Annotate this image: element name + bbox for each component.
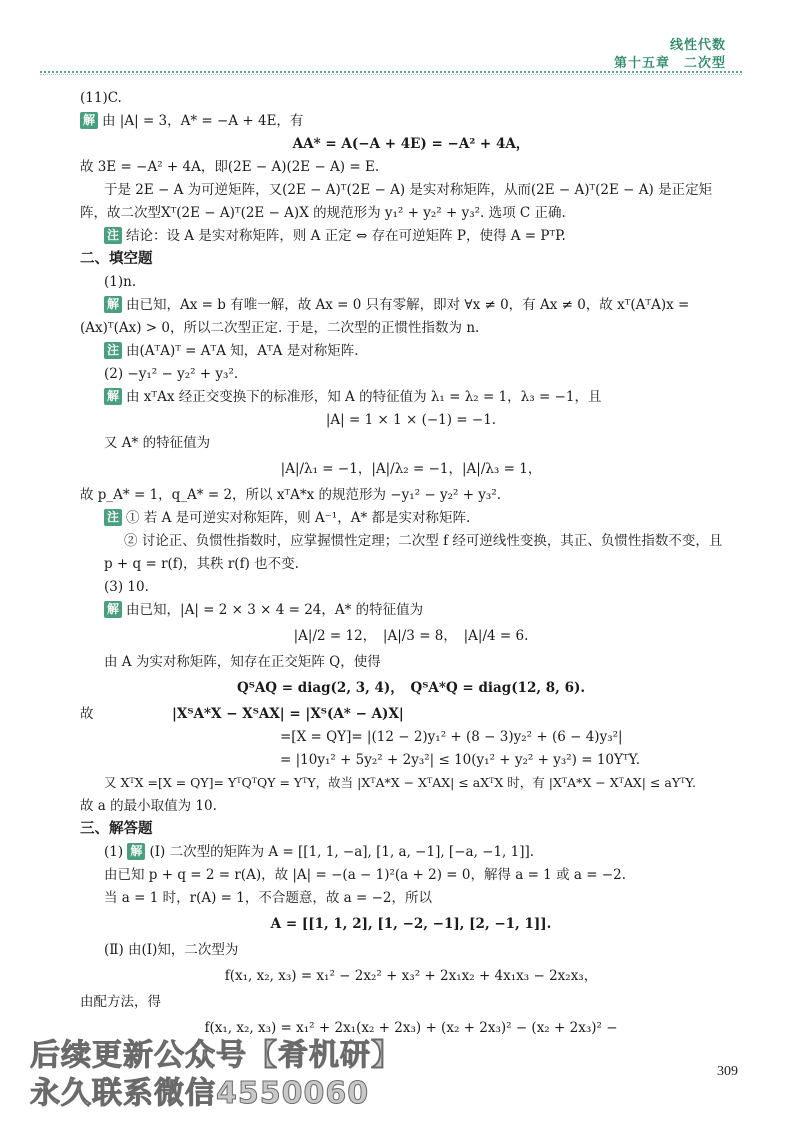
equation: f(x₁, x₂, x₃) = x₁² − 2x₂² + x₃² + 2x₁x₂ + 4x₁x₃ − 2x₂x₃， [224,968,598,984]
paragraph: 故 3E = −A² + 4A，即(2E − A)(2E − A) = E. [80,159,380,175]
note-text: p + q = r(f)，其秩 r(f) 也不变. [104,556,299,572]
paragraph: (Ⅱ) 由(Ⅰ)知，二次型为 [104,942,239,958]
paragraph: (Ax)ᵀ(Ax) > 0，所以二次型正定. 于是，二次型的正惯性指数为 n. [80,320,480,336]
note-text: 由(AᵀA)ᵀ = AᵀA 知，AᵀA 是对称矩阵. [126,343,359,359]
section-heading-fill-in: 二、填空题 [80,251,153,267]
header-divider-secondary [40,74,742,75]
page-number: 309 [717,1064,738,1079]
solution-tag: 解 [104,601,122,618]
solution-tag: 解 [104,388,122,405]
note-text: 结论：设 A 是实对称矩阵，则 A 正定 ⇔ 存在可逆矩阵 P，使得 A = PᵀP. [126,228,566,244]
paragraph: 阵，故二次型Xᵀ(2E − A)ᵀ(2E − A)X 的规范形为 y₁² + y₂² + y₃². 选项 C 正确. [80,205,566,221]
item-label: (3) 10. [104,579,149,595]
item-label: (1)n. [104,274,137,290]
header-divider [40,71,742,73]
watermark-line-2: 永久联系微信4550060 [30,1076,370,1111]
note-text: ② 讨论正、负惯性指数时，应掌握惯性定理；二次型 f 经可逆线性变换，其正、负惯性指数不变，且 [124,533,723,549]
item-label: (11)C. [80,90,122,106]
note-text: ① 若 A 是可逆实对称矩阵，则 A⁻¹，A* 都是实对称矩阵. [126,510,471,526]
item-label: (1) [104,844,124,860]
paragraph: 由 A 为实对称矩阵，知存在正交矩阵 Q，使得 [104,654,381,670]
solution-tag: 解 [80,112,98,129]
chapter-title: 第十五章 二次型 [613,55,726,70]
equation: AA* = A(−A + 4E) = −A² + 4A， [292,136,530,152]
equation: A = [[1, 1, 2], [1, −2, −1], [2, −1, 1]]. [270,916,552,932]
paragraph: 又 XᵀX =[X = QY]= YᵀQᵀQY = YᵀY，故当 |XᵀA*X − XᵀAX| ≤ aXᵀX 时，有 |XᵀA*X − XᵀAX| ≤ aYᵀY. [104,775,696,790]
equation: f(x₁, x₂, x₃) = x₁² + 2x₁(x₂ + 2x₃) + (x₂ + 2x₃)² − (x₂ + 2x₃)² − [204,1020,618,1036]
paragraph: 又 A* 的特征值为 [104,435,211,451]
equation: |A|/2 = 12， |A|/3 = 8， |A|/4 = 6. [293,628,529,644]
equation: = |10y₁² + 5y₂² + 2y₃²| ≤ 10(y₁² + y₂² + y₃²) = 10YᵀY. [280,752,641,768]
solution-text: 由 xᵀAx 经正交变换下的标准形，知 A 的特征值为 λ₁ = λ₂ = 1，λ₃ = −1，且 [126,389,602,405]
solution-text: 由已知，|A| = 2 × 3 × 4 = 24，A* 的特征值为 [126,602,424,618]
solution-text: 由已知，Ax = b 有唯一解，故 Ax = 0 只有零解，即对 ∀x ≠ 0，有 Ax ≠ 0，故 xᵀ(AᵀA)x = [126,297,690,313]
item-label: (2) −y₁² − y₂² + y₃². [104,366,239,382]
paragraph: 于是 2E − A 为可逆矩阵，又(2E − A)ᵀ(2E − A) 是实对称矩阵，从而(2E − A)ᵀ(2E − A) 是正定矩 [104,182,713,198]
note-tag: 注 [104,227,122,244]
paragraph: 故 p_A* = 1，q_A* = 2，所以 xᵀA*x 的规范形为 −y₁² − y₂² + y₃². [80,487,502,503]
page-body [80,88,742,1044]
equation: |XᵀA*X − XᵀAX| = |Xᵀ(A* − A)X| [172,706,404,722]
equation: |A| = 1 × 1 × (−1) = −1. [325,412,497,428]
note-tag: 注 [104,342,122,359]
solution-tag: 解 [104,296,122,313]
note-tag: 注 [104,509,122,526]
paragraph: 由已知 p + q = 2 = r(A)，故 |A| = −(a − 1)²(a + 2) = 0，解得 a = 1 或 a = −2. [104,867,626,883]
equation: QᵀAQ = diag(2, 3, 4)， QᵀA*Q = diag(12, 8, 6). [236,680,586,696]
paragraph: 当 a = 1 时，r(A) = 1，不合题意，故 a = −2，所以 [104,890,432,906]
paragraph: 故 a 的最小取值为 10. [80,798,217,814]
equation: |A|/λ₁ = −1，|A|/λ₂ = −1，|A|/λ₃ = 1， [280,461,542,477]
paragraph: 故 [80,706,94,722]
section-heading-answer: 三、解答题 [80,821,153,837]
solution-text: 由 |A| = 3，A* = −A + 4E，有 [102,113,304,129]
book-title: 线性代数 [669,37,726,52]
paragraph: 由配方法，得 [80,994,161,1010]
equation: =[X = QY]= |(12 − 2)y₁² + (8 − 3)y₂² + (6 − 4)y₃²| [280,729,623,745]
solution-text: (Ⅰ) 二次型的矩阵为 A = [[1, 1, −a], [1, a, −1], [−a, −1, 1]]. [149,844,535,860]
solution-tag: 解 [127,843,145,860]
watermark-line-1: 后续更新公众号【肴机研】 [30,1038,402,1073]
